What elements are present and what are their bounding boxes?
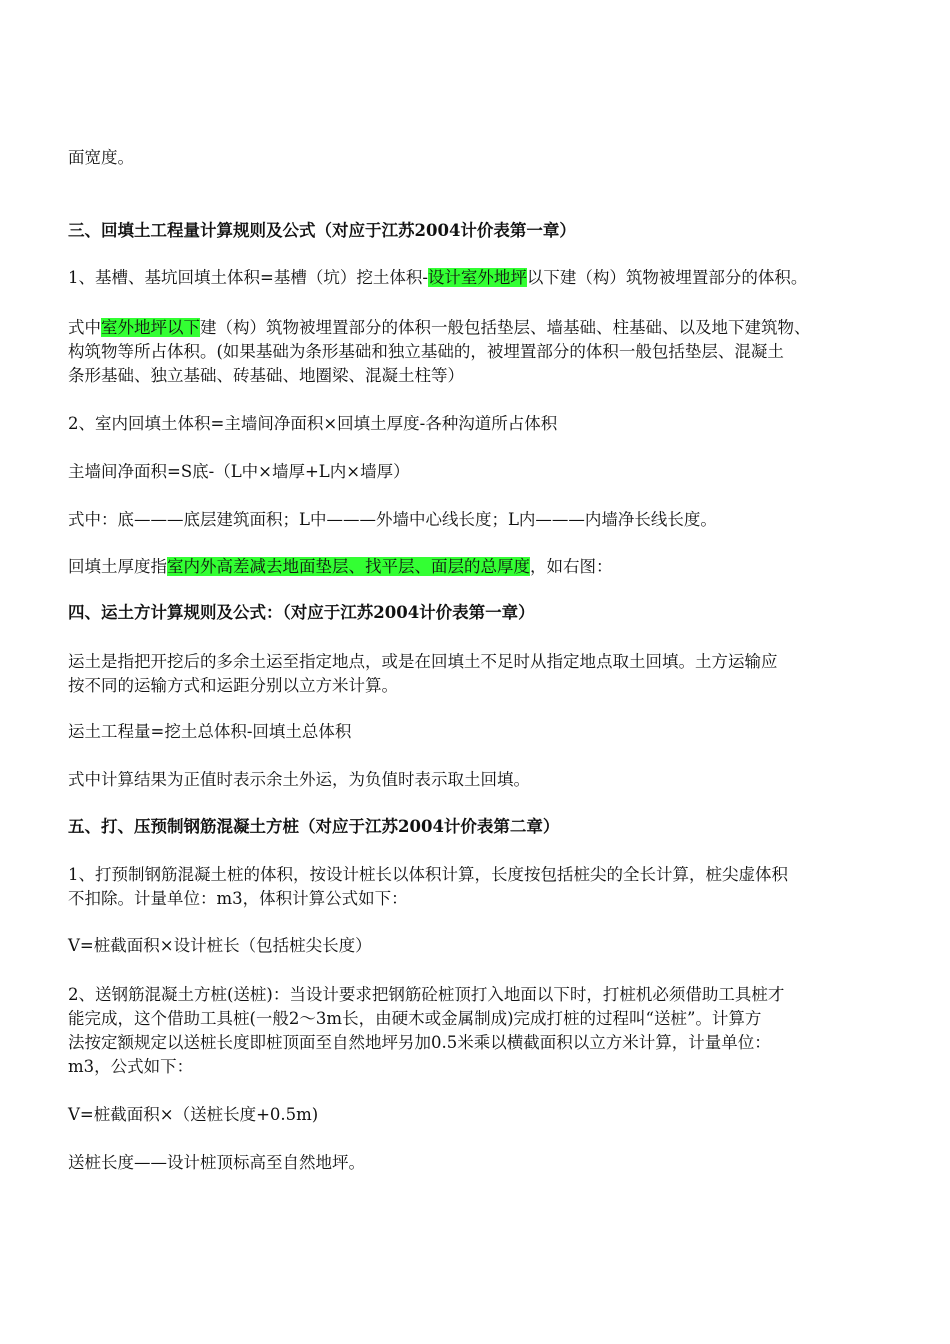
paragraph-indoor-backfill: 2、室内回填土体积=主墙间净面积×回填土厚度-各种沟道所占体积 — [68, 414, 558, 433]
paragraph-pile-volume-line-2: 不扣除。计量单位：m3，体积计算公式如下： — [68, 889, 408, 908]
text-run: 式中 — [68, 318, 101, 337]
section-heading-5: 五、打、压预制钢筋混凝土方桩（对应于江苏2004计价表第二章） — [68, 817, 560, 836]
text-run: 以下建（构）筑物被埋置部分的体积。 — [526, 268, 808, 287]
highlighted-text: 室外地坪以下 — [101, 318, 200, 337]
paragraph-earth-transport-line-1: 运土是指把开挖后的多余土运至指定地点，或是在回填土不足时从指定地点取土回填。土方运输应 — [68, 652, 778, 671]
text-run: 回填土厚度指 — [68, 557, 167, 576]
paragraph-send-pile-line-1: 2、送钢筋混凝土方桩(送桩)：当设计要求把钢筋砼桩顶打入地面以下时，打桩机必须借助工具桩才 — [68, 985, 785, 1004]
text-run: 1、基槽、基坑回填土体积=基槽（坑）挖土体积- — [68, 268, 428, 287]
paragraph-earth-transport-line-2: 按不同的运输方式和运距分别以立方米计算。 — [68, 676, 398, 695]
paragraph-pile-volume-line-1: 1、打预制钢筋混凝土桩的体积，按设计桩长以体积计算，长度按包括桩尖的全长计算，桩尖虚体积 — [68, 865, 788, 884]
section-heading-4: 四、运土方计算规则及公式：（对应于江苏2004计价表第一章） — [68, 603, 535, 622]
highlighted-text: 室内外高差减去地面垫层、找平层、面层的总厚度 — [167, 557, 530, 576]
paragraph-send-pile-line-3: 法按定额规定以送桩长度即桩顶面至自然地坪另加0.5米乘以横截面积以立方米计算，计量单位： — [68, 1033, 771, 1052]
paragraph-definitions: 式中：底———底层建筑面积；L中———外墙中心线长度；L内———内墙净长线长度。 — [68, 510, 717, 529]
paragraph-formula-note-line-2: 构筑物等所占体积。(如果基础为条形基础和独立基础的，被埋置部分的体积一般包括垫层、混凝土 — [68, 342, 784, 361]
paragraph-backfill-trench — [68, 266, 888, 290]
paragraph-pile-volume-formula: V=桩截面积×设计桩长（包括桩尖长度） — [68, 936, 372, 955]
paragraph-formula-note-line-1 — [68, 316, 888, 340]
paragraph-transport-formula: 运土工程量=挖土总体积-回填土总体积 — [68, 722, 352, 741]
paragraph-net-area-formula: 主墙间净面积=S底-（L中×墙厚+L内×墙厚） — [68, 462, 410, 481]
section-heading-3: 三、回填土工程量计算规则及公式（对应于江苏2004计价表第一章） — [68, 221, 576, 240]
paragraph-continuation: 面宽度。 — [68, 148, 134, 167]
paragraph-backfill-thickness — [68, 555, 888, 579]
paragraph-send-pile-line-2: 能完成，这个借助工具桩(一般2～3m长，由硬木或金属制成)完成打桩的过程叫“送桩”。计算方 — [68, 1009, 762, 1028]
paragraph-formula-note-line-3: 条形基础、独立基础、砖基础、地圈梁、混凝土柱等） — [68, 366, 464, 385]
paragraph-send-pile-formula: V=桩截面积×（送桩长度+0.5m) — [68, 1105, 319, 1124]
text-run: ，如右图： — [530, 557, 613, 576]
highlighted-text: 设计室外地坪 — [427, 268, 527, 287]
paragraph-send-pile-definition: 送桩长度——设计桩顶标高至自然地坪。 — [68, 1153, 365, 1172]
paragraph-send-pile-line-4: m3，公式如下： — [68, 1057, 194, 1076]
paragraph-transport-note: 式中计算结果为正值时表示余土外运，为负值时表示取土回填。 — [68, 770, 530, 789]
text-run: 建（构）筑物被埋置部分的体积一般包括垫层、墙基础、柱基础、以及地下建筑物、 — [200, 318, 811, 337]
